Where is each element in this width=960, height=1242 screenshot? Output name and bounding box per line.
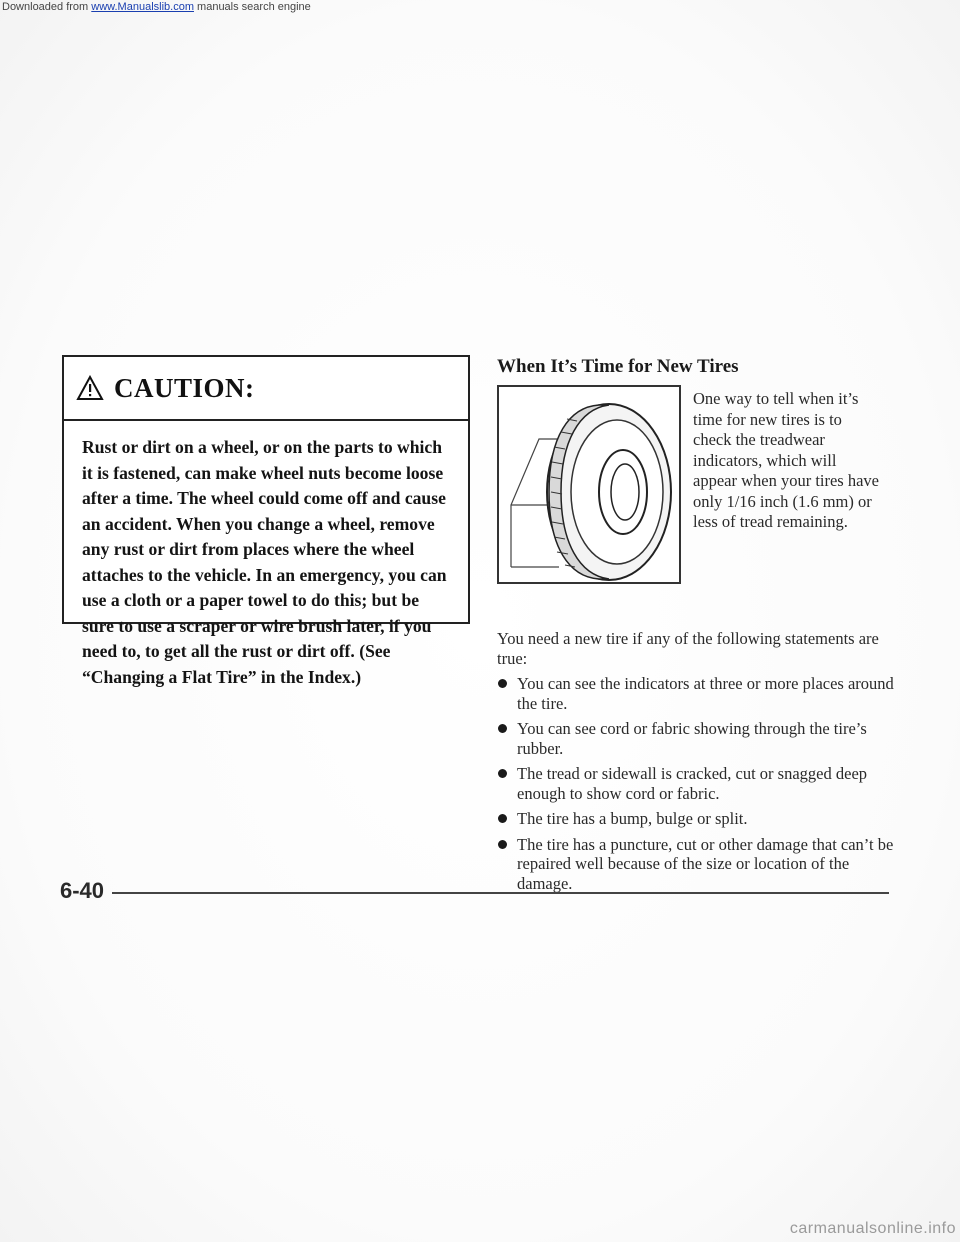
bullet-icon <box>498 724 507 733</box>
tire-treadwear-illustration <box>499 387 679 582</box>
caution-text: Rust or dirt on a wheel, or on the parts to which it is fastened, can make wheel nuts become loose after a time. The wheel could come off and cause an accident. When you change a wheel, remove any rust or dirt from places where the wheel attaches to the vehicle. In an emergency, you can use a cloth or a paper towel to do this; but be sure to use a scraper or wire brush later, if you need to, to get all the rust or dirt off. (See “Changing a Flat Tire” in the Index.) <box>82 437 447 687</box>
caution-header <box>64 357 468 421</box>
list-item <box>497 764 897 803</box>
list-item <box>497 835 897 894</box>
list-item <box>497 674 897 713</box>
bullet-icon <box>498 679 507 688</box>
list-item-text: The tread or sidewall is cracked, cut or snagged deep enough to show cord or fabric. <box>517 764 868 803</box>
watermark: carmanualsonline.info <box>789 1220 956 1237</box>
download-banner <box>0 0 313 14</box>
bullet-icon <box>498 769 507 778</box>
section-heading: When It’s Time for New Tires <box>497 356 739 377</box>
caution-title: CAUTION: <box>114 372 255 403</box>
bullet-icon <box>498 840 507 849</box>
list-item-text: The tire has a bump, bulge or split. <box>517 809 748 828</box>
list-item <box>497 809 897 829</box>
list-item-text: You can see the indicators at three or more places around the tire. <box>517 674 894 713</box>
treadwear-description: One way to tell when it’s time for new tires is to check the treadwear indicators, which will appear when your tires have only 1/16 inch (1.6 mm) or less of tread remaining. <box>693 389 880 531</box>
list-item <box>497 719 897 758</box>
list-item-text: You can see cord or fabric showing through the tire’s rubber. <box>517 719 867 758</box>
condition-list <box>497 674 897 899</box>
intro-paragraph: You need a new tire if any of the following statements are true: <box>497 629 879 668</box>
manualslib-link[interactable]: www.Manualslib.com <box>91 1 194 13</box>
bullet-icon <box>498 814 507 823</box>
caution-box <box>62 355 470 687</box>
warning-triangle-icon <box>76 375 104 401</box>
tire-figure <box>497 385 681 584</box>
page-number: 6-40 <box>60 878 105 903</box>
banner-suffix: manuals search engine <box>193 1 311 13</box>
banner-prefix: Downloaded from <box>2 1 92 13</box>
footer-divider <box>112 892 889 894</box>
list-item-text: The tire has a puncture, cut or other damage that can’t be repaired well because of the size or location of the damage. <box>517 834 894 893</box>
